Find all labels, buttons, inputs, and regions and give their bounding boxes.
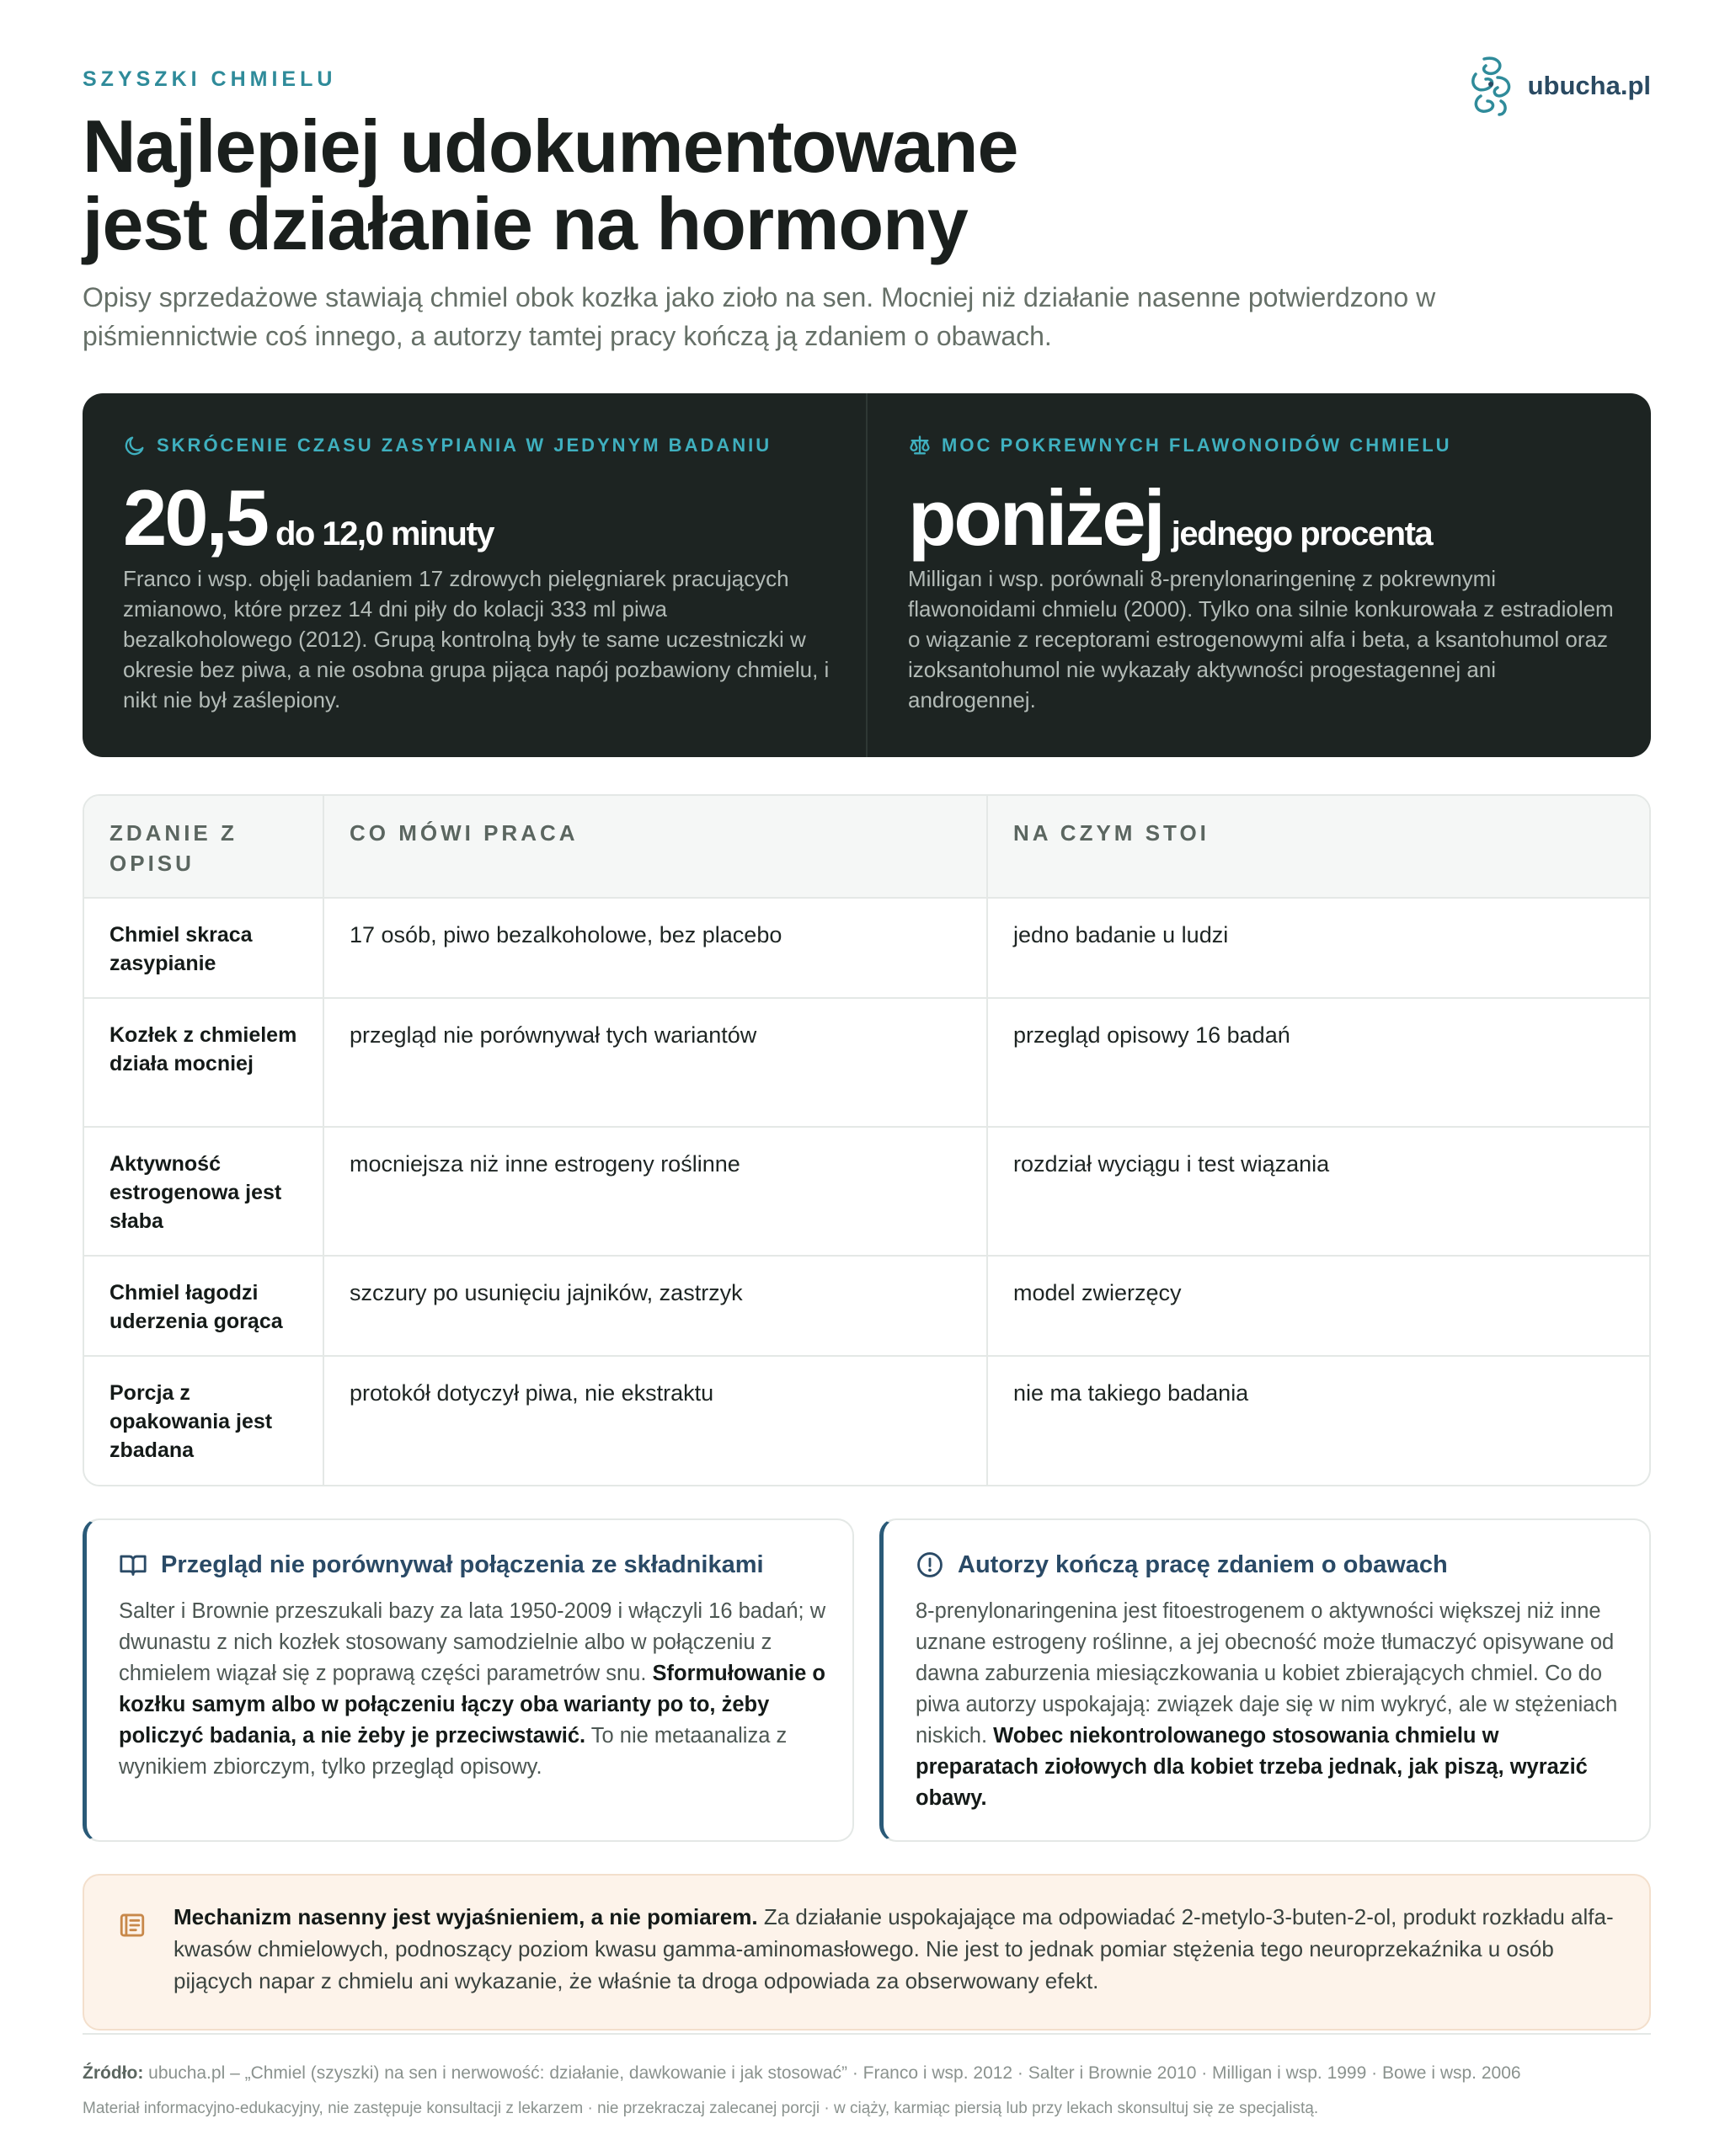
callout-text: 8-prenylonaringenina jest fitoestrogenem o aktywności większej niż inne uznane estrogeny roślinne, a jej obecność może tłumaczyć opisywane od dawna zaburzenia miesiączkowania u kobiet zbierających chmiel. Co do piwa autorzy uspokajają: związek daje się w nim wykryć, ale w stężeniach niskich. (916, 1599, 1618, 1748)
page-title (83, 104, 1178, 265)
table-row (84, 1356, 1649, 1485)
claim-cell: Chmiel łagodzi uderzenia gorąca (84, 1256, 323, 1356)
claim-cell: Kozłek z chmielem działa mocniej (84, 998, 323, 1127)
stat-label (123, 434, 772, 457)
callout-text: To nie metaanaliza z wynikiem zbiorczym, tylko przegląd opisowy. (119, 1724, 788, 1779)
says-cell: mocniejsza niż inne estrogeny roślinne (323, 1127, 987, 1256)
table-row (84, 898, 1649, 998)
callout-text: Salter i Brownie przeszukali bazy za lata 1950-2009 i włączyli 16 badań; w dwunastu z nich kozłek stosowany samodzielnie albo w połączeniu z chmielem wiązał się z poprawą części parametrów snu. (119, 1599, 826, 1685)
callout-emphasis: Wobec niekontrolowanego stosowania chmielu w preparatach ziołowych dla kobiet trzeba jednak, jak piszą, wyrazić obawy. (916, 1724, 1588, 1810)
kombucha-logo-icon (1467, 52, 1516, 120)
says-cell: protokół dotyczył piwa, nie ekstraktu (323, 1356, 987, 1485)
mechanism-note (83, 1874, 1651, 2031)
claim-cell: Porcja z opakowania jest zbadana (109, 1381, 273, 1462)
alert-circle-icon (916, 1550, 944, 1579)
article-icon (118, 1911, 147, 1940)
callout-heading (119, 1550, 764, 1579)
disclaimer: Materiał informacyjno-edukacyjny, nie zastępuje konsultacji z lekarzem · nie przekraczaj zalecanej porcji · w ciąży, karmiąc piersią lub przy lekach skonsultuj się ze specjalistą. (83, 2100, 1319, 2117)
stat-body: Franco i wsp. objęli badaniem 17 zdrowych pielęgniarek pracujących zmianowo, które przez 14 dni piły do kolacji 333 ml piwa bezalkoholowego (2012). Grupą kontrolną były te same uczestniczki w okresie bez piwa, a nie osobna grupa pijąca napój pozbawiony chmielu, i nikt nie był zaślepiony. (123, 566, 830, 712)
moon-icon (123, 434, 147, 457)
says-cell: przegląd nie porównywał tych wariantów (323, 998, 987, 1127)
claims-table (83, 794, 1651, 1486)
stat-label (908, 434, 1452, 457)
note-text: Za działanie uspokajające ma odpowiadać 2-metylo-3-buten-2-ol, produkt rozkładu alfa-kwasów chmielowych, podnoszący poziom kwasu gamma-aminomasłowego. Nie jest to jednak pomiar stężenia tego neuroprzekaźnika u osób pijących napar z chmielu ani wykazanie, że właśnie ta droga odpowiada za obserwowany efekt. (174, 1904, 1614, 1993)
note-body (174, 1901, 1622, 1997)
scales-icon (908, 434, 932, 457)
stat-value-number: poniżej (908, 473, 1163, 562)
note-emphasis: Mechanizm nasenny jest wyjaśnieniem, a nie pomiarem. (174, 1904, 758, 1929)
table-row (84, 1256, 1649, 1356)
claim-cell: Chmiel skraca zasypianie (84, 898, 323, 998)
stat-value-unit: do 12,0 minuty (275, 515, 494, 552)
footer-divider (83, 2033, 1651, 2035)
table-header-row (84, 796, 1649, 898)
table-row (84, 1127, 1649, 1256)
brand[interactable] (1467, 52, 1651, 120)
basis-cell: przegląd opisowy 16 badań (987, 998, 1649, 1127)
column-header: CO MÓWI PRACA (323, 796, 987, 898)
claim-cell: Aktywność estrogenowa jest słaba (84, 1127, 323, 1256)
stats-panel (83, 393, 1651, 757)
callout-body (916, 1596, 1623, 1814)
table-row (84, 998, 1649, 1127)
brand-name: ubucha.pl (1527, 71, 1651, 100)
says-cell: szczury po usunięciu jajników, zastrzyk (323, 1256, 987, 1356)
source-text: ubucha.pl – „Chmiel (szyszki) na sen i nerwowość: działanie, dawkowanie i jak stosować” · Franco i wsp. 2012 · Salter i Brownie 2010 · Milligan i wsp. 1999 · Bowe i wsp. 2006 (148, 2063, 1521, 2083)
basis-cell: rozdział wyciągu i test wiązania (987, 1127, 1649, 1256)
stat-body: Milligan i wsp. porównali 8-prenylonaringeninę z pokrewnymi flawonoidami chmielu (2000). Tylko ona silnie konkurowała z estradiolem o wiązanie z receptorami estrogenowymi alfa i beta, a ksantohumol oraz izoksantohumol nie wykazały aktywności progestagennej ani androgennej. (908, 566, 1614, 712)
stat-label-text: SKRÓCENIE CZASU ZASYPIANIA W JEDYNYM BADANIU (157, 435, 772, 456)
callout-review (83, 1518, 854, 1842)
says-cell: 17 osób, piwo bezalkoholowe, bez placebo (323, 898, 987, 998)
callout-body (119, 1596, 826, 1783)
callout-concerns (879, 1518, 1651, 1842)
column-header: NA CZYM STOI (987, 796, 1649, 898)
title-line-1: Najlepiej udokumentowane (83, 104, 1018, 188)
title-line-2: jest działanie na hormony (83, 182, 968, 265)
basis-cell: nie ma takiego badania (987, 1356, 1649, 1485)
stat-value-number: 20,5 (123, 473, 267, 562)
lede: Opisy sprzedażowe stawiają chmiel obok kozłka jako zioło na sen. Mocniej niż działanie nasenne potwierdzono w piśmiennictwie coś innego, a autorzy tamtej pracy kończą ją zdaniem o obawach. (83, 282, 1436, 351)
source-label: Źródło: (83, 2063, 144, 2083)
column-header: ZDANIE Z OPISU (84, 796, 323, 898)
callout-title: Autorzy kończą pracę zdaniem o obawach (958, 1550, 1448, 1578)
stat-value-unit: jednego procenta (1171, 515, 1433, 552)
source-line (83, 2063, 1651, 2084)
stat-flavonoid-potency (868, 393, 1651, 757)
book-icon (119, 1550, 147, 1579)
basis-cell: jedno badanie u ludzi (987, 898, 1649, 998)
callout-emphasis: Sformułowanie o kozłku samym albo w połączeniu łączy oba warianty po to, żeby policzyć badania, a nie żeby je przeciwstawić. (119, 1662, 825, 1748)
stat-label-text: MOC POKREWNYCH FLAWONOIDÓW CHMIELU (942, 435, 1452, 456)
callout-title: Przegląd nie porównywał połączenia ze składnikami (161, 1550, 764, 1578)
stat-sleep-onset (83, 393, 868, 757)
stat-value (123, 474, 494, 561)
stat-value (908, 474, 1432, 561)
callout-heading (916, 1550, 1448, 1579)
eyebrow: SZYSZKI CHMIELU (83, 67, 337, 91)
basis-cell: model zwierzęcy (987, 1256, 1649, 1356)
